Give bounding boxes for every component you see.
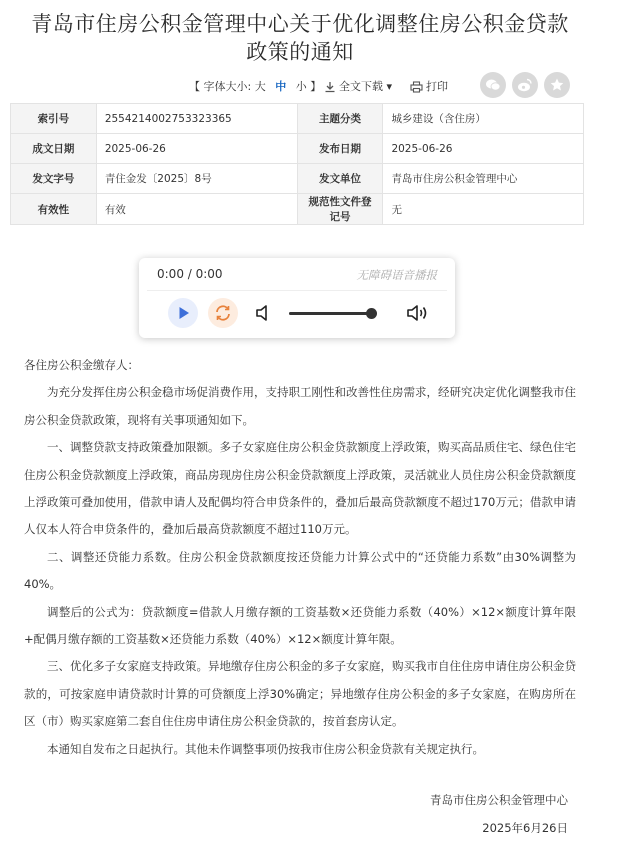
table-row — [11, 164, 584, 194]
download-button[interactable] — [324, 78, 392, 94]
play-button[interactable] — [168, 298, 198, 328]
print-button[interactable] — [410, 78, 448, 94]
paragraph-closing: 本通知自发布之日起执行。其他未作调整事项仍按我市住房公积金贷款有关规定执行。 — [47, 741, 484, 756]
play-icon — [168, 298, 198, 328]
download-icon — [324, 81, 336, 93]
paragraph-intro: 为充分发挥住房公积金稳市场促消费作用，支持职工刚性和改善性住房需求，经研究决定优化调整我市住房公积金贷款政策，现将有关事项通知如下。 — [24, 385, 576, 427]
loop-icon — [208, 298, 238, 328]
validity-key: 有效性 — [11, 194, 97, 225]
download-label: 全文下载 — [339, 80, 383, 93]
share-weibo-button[interactable] — [512, 72, 538, 98]
date-key: 成文日期 — [11, 134, 97, 164]
volume-slider-fill — [289, 312, 371, 315]
volume-slider-handle[interactable] — [366, 308, 377, 319]
wechat-icon — [485, 77, 501, 93]
index-key: 索引号 — [11, 104, 97, 134]
volume-slider[interactable] — [289, 312, 375, 315]
article-toolbar — [0, 72, 600, 98]
topic-value: 城乡建设（含住房） — [383, 104, 584, 134]
paragraph-item-2: 二、调整还贷能力系数。住房公积金贷款额度按还贷能力计算公式中的“还贷能力系数”由30%调整为40%。 — [24, 549, 576, 592]
audio-player — [139, 258, 455, 338]
publish-date-key: 发布日期 — [297, 134, 383, 164]
paragraph-item-3: 三、优化多子女家庭支持政策。异地缴存住房公积金的多子女家庭，购买我市自住住房申请住房公积金贷款的，可按家庭申请贷款时计算的可贷额度上浮30%确定；异地缴存住房公积金的多子女家庭，在购房所在区（市）购买家庭第二套自住住房申请住房公积金贷款的，按首套房认定。 — [24, 659, 576, 729]
paragraph-formula: 调整后的公式为：贷款额度=借款人月缴存额的工资基数×还贷能力系数（40%）×12×额度计算年限+配偶月缴存额的工资基数×还贷能力系数（40%）×12×额度计算年限。 — [24, 604, 576, 647]
paragraph-item-1: 一、调整贷款支持政策叠加限额。多子女家庭住房公积金贷款额度上浮政策，购买高品质住宅、绿色住宅住房公积金贷款额度上浮政策，商品房现房住房公积金贷款额度上浮政策，灵活就业人员住房公积金贷款额度上浮政策可叠加使用，借款申请人及配偶均符合申贷条件的，叠加后最高贷款额度不超过170万元；借款申请人仅本人符合申贷条件的，叠加后最高贷款额度不超过110万元。 — [24, 440, 576, 537]
player-divider — [147, 290, 447, 291]
font-size-small[interactable]: 小 】 — [295, 80, 322, 93]
font-size-medium[interactable]: 中 — [275, 80, 287, 93]
signature-date: 2025年6月26日 — [482, 821, 568, 835]
volume-up-icon[interactable] — [406, 302, 432, 324]
player-brand-label: 无障碍语音播报 — [356, 268, 437, 282]
issuer-key: 发文单位 — [297, 164, 383, 194]
table-row — [11, 104, 584, 134]
greeting: 各住房公积金缴存人： — [24, 358, 139, 372]
weibo-icon — [517, 77, 533, 93]
volume-mute-icon[interactable] — [254, 302, 276, 324]
topic-key: 主题分类 — [297, 104, 383, 134]
loop-button[interactable] — [208, 298, 238, 328]
playback-time: 0:00 / 0:00 — [157, 267, 223, 281]
registration-value: 无 — [383, 194, 584, 225]
table-row — [11, 134, 584, 164]
favorite-icon — [549, 77, 565, 93]
registration-key: 规范性文件登记号 — [297, 194, 383, 225]
doc-number-value: 青住金发〔2025〕8号 — [96, 164, 297, 194]
page-title-line-2: 政策的通知 — [246, 40, 354, 64]
print-label: 打印 — [426, 80, 448, 93]
page-title — [0, 10, 600, 66]
favorite-button[interactable] — [544, 72, 570, 98]
table-row — [11, 194, 584, 225]
issuer-value: 青岛市住房公积金管理中心 — [383, 164, 584, 194]
share-wechat-button[interactable] — [480, 72, 506, 98]
date-value: 2025-06-26 — [96, 134, 297, 164]
publish-date-value: 2025-06-26 — [383, 134, 584, 164]
article-body — [24, 352, 576, 763]
doc-number-key: 发文字号 — [11, 164, 97, 194]
font-size-switcher — [186, 78, 324, 94]
index-value: 2554214002753323365 — [96, 104, 297, 134]
document-info-table — [10, 103, 584, 225]
page-title-line-1: 青岛市住房公积金管理中心关于优化调整住房公积金贷款 — [31, 12, 569, 36]
signature-org: 青岛市住房公积金管理中心 — [430, 793, 568, 807]
chevron-down-icon: ▾ — [383, 80, 393, 93]
font-size-large[interactable]: 【 字体大小: 大 — [189, 80, 266, 93]
validity-value: 有效 — [96, 194, 297, 225]
printer-icon — [410, 81, 423, 93]
